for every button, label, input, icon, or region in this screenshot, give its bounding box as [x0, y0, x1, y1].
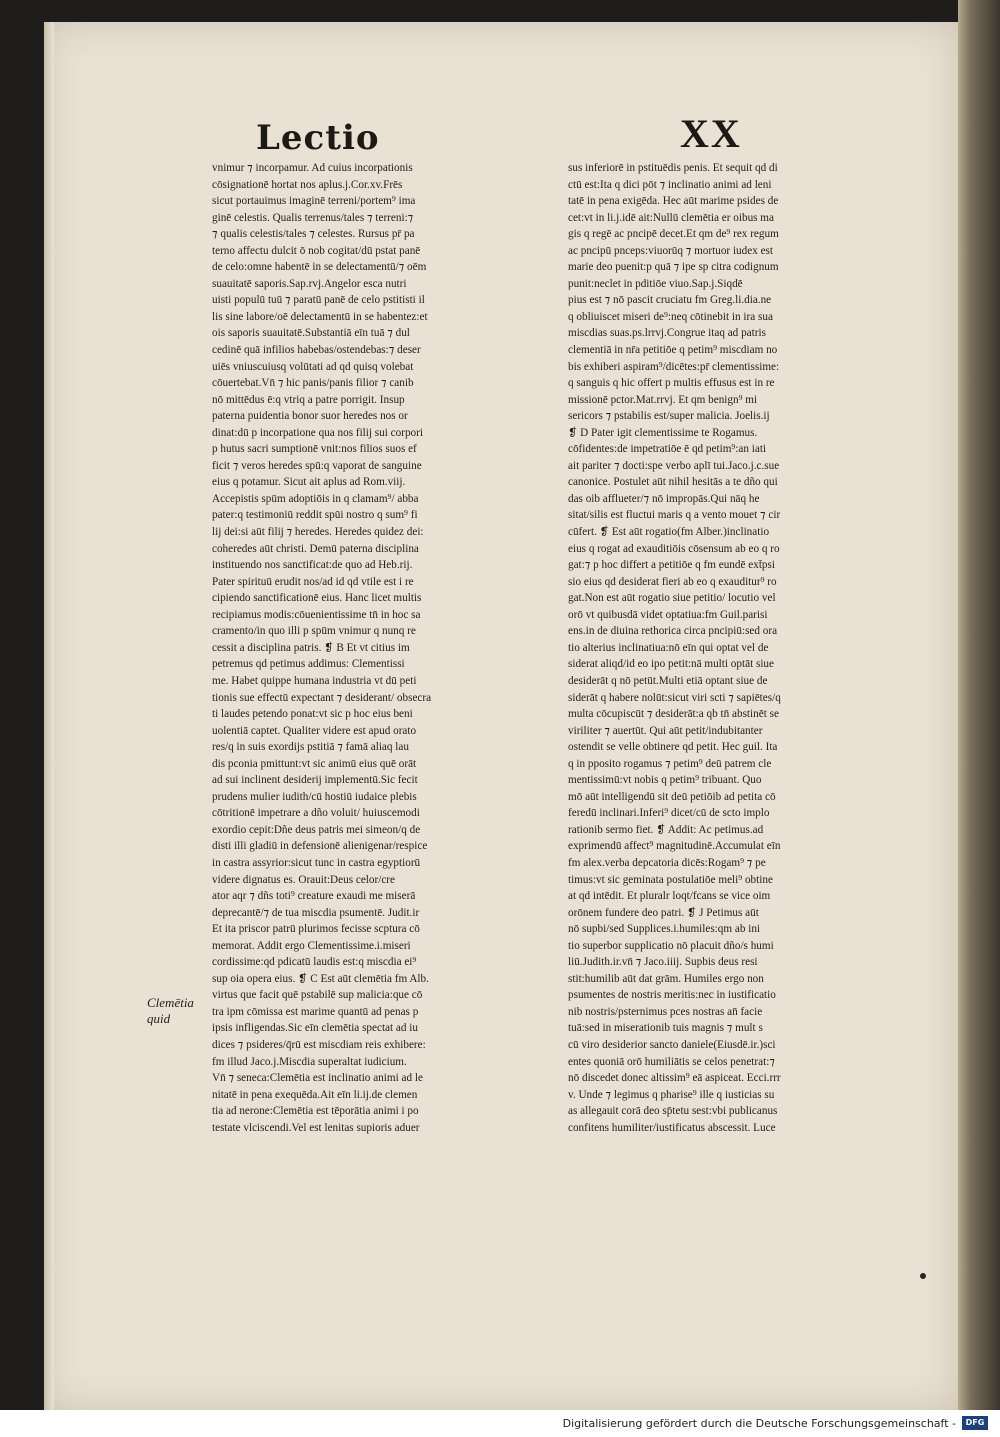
- text-line: nib nostris/psternimus pces nostras an̄ facie: [568, 1005, 763, 1018]
- text-line: ad sui inclinent desiderij implementū.Sic fecit: [212, 774, 418, 787]
- text-line: cedinē quā infilios habebas/ostendebas:⁊ deser: [212, 344, 421, 357]
- text-line: cipiendo sanctificationē eius. Hanc licet multis: [212, 592, 422, 605]
- text-line: videre dignatus es. Orauit:Deus celor/cre: [212, 873, 395, 886]
- text-line: q sanguis q hic offert p multis effusus est in re: [568, 377, 775, 390]
- text-line: tio alterius inclinatiua:nō eīn qui optat vel de: [568, 641, 769, 654]
- text-line: nō mittēdus ē:q vtriq a patre porrigit. Insup: [212, 393, 405, 406]
- text-line: pater:q testimoniū reddit spūi nostro q sum⁹ fi: [212, 509, 418, 522]
- text-line: uolentiā captet. Qualiter videre est apud orato: [212, 724, 417, 737]
- text-line: cordissime:qd pdicatū laudis est:q miscdia ei⁹: [212, 956, 417, 969]
- text-line: orō vt quibusdā videt optatiua:fm Guil.parisi: [568, 608, 768, 621]
- text-line: dis pconia pmittunt:vt sic animū eius quē orāt: [212, 757, 417, 770]
- text-line: res/q in suis exordijs pstitiā ⁊ famā aliaq lau: [212, 741, 409, 754]
- text-line: marie deo puenit:p quā ⁊ ipe sp citra codignum: [568, 261, 779, 274]
- text-line: de celo:omne habentē in se delectamentū/⁊ oēm: [212, 261, 427, 274]
- text-line: ait pariter ⁊ docti:spe verbo aplī tui.Jaco.j.c.sue: [568, 459, 780, 472]
- text-line: ac pncipū pnceps:viuorūq ⁊ mortuor iudex est: [568, 244, 774, 257]
- marginal-note: Clemētia quid: [147, 995, 194, 1026]
- text-line: bis exhiberi aspiram⁹/dicētes:pr̄ clementissime:: [568, 360, 780, 373]
- text-line: miscdias suas.ps.lrrvj.Congrue itaq ad patris: [568, 327, 766, 340]
- text-line: recipiamus modis:cōuenientissime tn̄ in hoc sa: [212, 608, 421, 621]
- text-line: lis sine labore/oē delectamentū in se habentez:et: [212, 310, 428, 323]
- text-line: ginē celestis. Qualis terrenus/tales ⁊ terreni:⁊: [212, 211, 414, 224]
- text-line: entes quoniā orō humiliātis se celos penetrat:⁊: [568, 1055, 775, 1068]
- text-line: p hutus sacri sumptionē vnit:nos filios suos ef: [212, 443, 417, 456]
- text-line: cōtritionē impetrare a dño voluit/ huiuscemodi: [212, 807, 420, 820]
- footer-credit: Digitalisierung gefördert durch die Deutsche Forschungsgemeinschaft -: [562, 1417, 956, 1430]
- text-line: ipsis infligendas.Sic eīn clemētia spectat ad iu: [212, 1022, 418, 1035]
- text-line: nō supbi/sed Supplices.i.humiles:qm ab ini: [568, 923, 761, 936]
- text-line: v. Unde ⁊ legimus q pharise⁹ ille q iusticias su: [568, 1088, 775, 1101]
- text-line: fm illud Jaco.j.Miscdia superaltat iudicium.: [212, 1055, 407, 1068]
- text-line: psumentes de nostris meritis:nec in iustificatio: [568, 989, 776, 1002]
- text-line: eius q potamur. Sicut ait aplus ad Rom.viij.: [212, 476, 406, 489]
- text-line: ator aqr ⁊ dñs toti⁹ creature exaudi me miserā: [212, 890, 416, 903]
- text-line: siderat aliqd/id eo ipo petit:nā multi optāt siue: [568, 658, 774, 671]
- text-line: gis q regē ac pncipē decet.Et qm de⁹ rex regum: [568, 228, 779, 241]
- text-line: stit:humilib aūt dat grām. Humiles ergo non: [568, 972, 764, 985]
- text-line: testate vlciscendi.Vel est lenitas supioris aduer: [212, 1121, 420, 1134]
- text-line: cōuertebat.Vn̄ ⁊ hic panis/panis filior ⁊ canib: [212, 377, 414, 390]
- text-line: timus:vt sic geminata postulatiōe meli⁹ obtine: [568, 873, 773, 886]
- text-line: liū.Judith.ir.vn̄ ⁊ Jaco.iiij. Supbis deus resi: [568, 956, 758, 969]
- running-title: Lectio: [256, 118, 380, 158]
- text-column-left: [212, 160, 552, 1136]
- text-line: prudens mulier iudith/cū hostiū iudaice plebis: [212, 790, 417, 803]
- text-line: cū viro desiderior sancto daniele(Eiusdē.ir.)sci: [568, 1038, 776, 1051]
- text-line: nitatē in pena exequēda.Ait eīn li.ij.de clemen: [212, 1088, 418, 1101]
- text-line: sicut portauimus imaginē terreni/portem⁹ ima: [212, 195, 416, 208]
- text-line: eius q rogat ad exauditiōis cōsensum ab eo q ro: [568, 542, 780, 555]
- text-line: cōsignationē hortat nos aplus.j.Cor.xv.Frēs: [212, 178, 403, 191]
- text-line: confitens humiliter/iustificatus abscessit. Luce: [568, 1121, 776, 1134]
- text-line: orōnem fundere deo patri. ❡ J Petimus aūt: [568, 906, 759, 919]
- text-line: sitat/silis est fluctui maris q a vento mouet ⁊ cir: [568, 509, 781, 522]
- text-line: ⁊ qualis celestis/tales ⁊ celestes. Rursus pr̄ pa: [212, 228, 415, 241]
- text-line: uisti populū tuū ⁊ paratū panē de celo pstitisti il: [212, 294, 425, 307]
- text-line: dices ⁊ psideres/q̄rū est miscdiam reis exhibere:: [212, 1038, 426, 1051]
- text-line: rationib sermo fiet. ❡ Addit: Ac petimus.ad: [568, 823, 764, 836]
- text-line: in castra assyrior:sicut tunc in castra egyptiorū: [212, 856, 421, 869]
- text-line: at qd intēdit. Et pluralr loqt/fcans se vice oim: [568, 890, 771, 903]
- text-line: as allegauit corā deo sp̄tetu sest:vbi publicanus: [568, 1105, 778, 1118]
- text-line: feredū inclinari.Inferi⁹ dicet/cū de scto implo: [568, 807, 770, 820]
- text-line: missionē pctor.Mat.rrvj. Et qm benign⁹ mi: [568, 393, 758, 406]
- text-line: desiderāt q nō petūt.Multi etiā optant siue de: [568, 674, 768, 687]
- text-line: tra ipm cōmissa est marime quantū ad penas p: [212, 1005, 419, 1018]
- text-line: sus inferiorē in pstituēdis penis. Et sequit qd di: [568, 162, 778, 174]
- text-line: ois saporis suauitatē.Substantiā eīn tuā ⁊ dul: [212, 327, 410, 340]
- text-line: cōfidentes:de impetratiōe ē qd petim⁹:an iati: [568, 443, 767, 456]
- text-line: dinat:dū p incorpatione qua nos filij sui corpori: [212, 426, 423, 439]
- text-line: siderāt q habere nolūt:sicut viri scti ⁊ sapiētes/q: [568, 691, 781, 704]
- text-line: ti laudes petendo ponat:vt sic p hoc eius beni: [212, 708, 413, 721]
- text-line: disti illi gladiū in defensionē alienigenar/respice: [212, 840, 428, 853]
- ink-speck: [920, 1273, 926, 1279]
- text-line: gat.Non est aūt rogatio siue petitio/ locutio vel: [568, 592, 776, 605]
- text-line: Et ita priscor patrū plurimos fecisse scptura cō: [212, 923, 420, 936]
- text-line: q in pposito rogamus ⁊ petim⁹ deū patrem cle: [568, 757, 772, 770]
- folio-number: XX: [680, 111, 742, 156]
- text-line: fm alex.verba depcatoria dicēs:Rogam⁹ ⁊ pe: [568, 856, 766, 869]
- text-line: ctū est:Ita q dici pōt ⁊ inclinatio animi ad leni: [568, 178, 772, 191]
- text-line: deprecantē/⁊ de tua miscdia psumentē. Judit.ir: [212, 906, 420, 919]
- text-line: suauitatē saporis.Sap.rvj.Angelor esca nutri: [212, 277, 407, 290]
- text-line: exprimendū affect⁹ magnitudinē.Accumulat eīn: [568, 840, 781, 853]
- text-line: q obliuiscet miseri de⁹:neq cōtinebit in ira sua: [568, 310, 773, 323]
- footer-bar: [0, 1410, 1000, 1437]
- text-line: sericors ⁊ pstabilis est/super malicia. Joelis.ij: [568, 410, 770, 423]
- text-line: terno affectu dulcit ō nob cogitat/dū pstat panē: [212, 244, 421, 257]
- text-line: cessit a disciplina patris. ❡ B Et vt citius im: [212, 641, 410, 654]
- text-line: exordio cepit:Dñe deus patris mei simeon/q de: [212, 823, 421, 836]
- text-line: mō aūt intelligendū sit deū petiōib ad petita cō: [568, 790, 776, 803]
- text-line: nō discedet donec altissim⁹ eā aspiceat. Ecci.rrr: [568, 1072, 781, 1085]
- dfg-logo: DFG: [962, 1416, 988, 1430]
- text-line: canonice. Postulet aūt nihil hesitās a te dño qui: [568, 476, 778, 489]
- text-line: mentissimū:vt nobis q petim⁹ tribuant. Quo: [568, 774, 762, 787]
- text-line: tuā:sed in miserationib tuis magnis ⁊ mult s: [568, 1022, 763, 1035]
- text-line: virtus que facit quē pstabilē sup malicia:que cō: [212, 989, 423, 1002]
- text-line: ficit ⁊ veros heredes spū:q vaporat de sanguine: [212, 459, 422, 472]
- text-line: pius est ⁊ nō pascit cruciatu fm Greg.li.dia.ne: [568, 294, 772, 307]
- text-line: sup oia opera eius. ❡ C Est aūt clemētia fm Alb.: [212, 972, 429, 985]
- text-line: clementiā in nr̄a petitiōe q petim⁹ miscdiam no: [568, 344, 778, 357]
- text-line: tia ad nerone:Clemētia est tēporātia animi i po: [212, 1105, 419, 1118]
- text-line: gat:⁊ p hoc differt a petitiōe q fm eundē ext̄psi: [568, 559, 775, 572]
- text-line: ens.in de diuina rethorica circa pncipiū:sed ora: [568, 625, 778, 638]
- text-line: Vn̄ ⁊ seneca:Clemētia est inclinatio animi ad le: [212, 1072, 423, 1085]
- page-fore-edge: [958, 0, 1000, 1410]
- page-gutter-shadow: [44, 22, 54, 1410]
- text-line: Pater spirituū erudit nos/ad id qd vtile est i re: [212, 575, 414, 588]
- text-line: paterna puidentia bonor suor heredes nos or: [212, 410, 408, 423]
- text-line: lij dei:si aūt filij ⁊ heredes. Heredes quidez dei:: [212, 526, 424, 539]
- text-line: ❡ D Pater igit clementissime te Rogamus.: [568, 426, 758, 439]
- text-line: tionis sue effectū expectant ⁊ desiderant/ obsecra: [212, 691, 432, 704]
- text-line: cūfert. ❡ Est aūt rogatio(fm Alber.)inclinatio: [568, 526, 770, 539]
- text-line: cramento/in quo illi p spūm vnimur q nunq re: [212, 625, 416, 638]
- text-line: vnimur ⁊ incorpamur. Ad cuius incorpationis: [212, 162, 413, 174]
- text-line: Accepistis spūm adoptiōis in q clamam⁹/ abba: [212, 492, 419, 505]
- text-line: ostendit se velle obtinere qd petit. Hec guil. Ita: [568, 741, 778, 754]
- text-line: petremus qd petimus addimus: Clementissi: [212, 658, 405, 671]
- text-line: tio superbor supplicatio nō placuit dño/s humi: [568, 939, 774, 952]
- text-line: coheredes aūt christi. Demū paterna disciplina: [212, 542, 419, 555]
- text-column-right: [568, 160, 908, 1136]
- text-line: me. Habet quippe humana industria vt dū peti: [212, 674, 417, 687]
- text-line: tatē in pena exigēda. Hec aūt marime psides de: [568, 195, 779, 208]
- text-line: instituendo nos sanctificat:de quo ad Heb.rij.: [212, 559, 413, 572]
- text-line: multa cōcupiscūt ⁊ desiderāt:a qb tn̄ abstinēt se: [568, 708, 779, 721]
- text-line: uiēs vniuscuiusq volūtati ad qd quisq volebat: [212, 360, 414, 373]
- text-line: cet:vt in li.j.idē ait:Nullū clemētia er oibus ma: [568, 211, 774, 224]
- text-line: viriliter ⁊ auertūt. Qui aūt petit/indubitanter: [568, 724, 763, 737]
- text-line: punit:neclet in pditiōe viuo.Sap.j.Siqdē: [568, 277, 743, 290]
- text-line: sio eius qd desiderat fieri ab eo q exauditur⁹ ro: [568, 575, 777, 588]
- text-line: das oib afflueter/⁊ nō impropās.Qui nāq he: [568, 492, 760, 505]
- text-line: memorat. Addit ergo Clementissime.i.miseri: [212, 939, 411, 952]
